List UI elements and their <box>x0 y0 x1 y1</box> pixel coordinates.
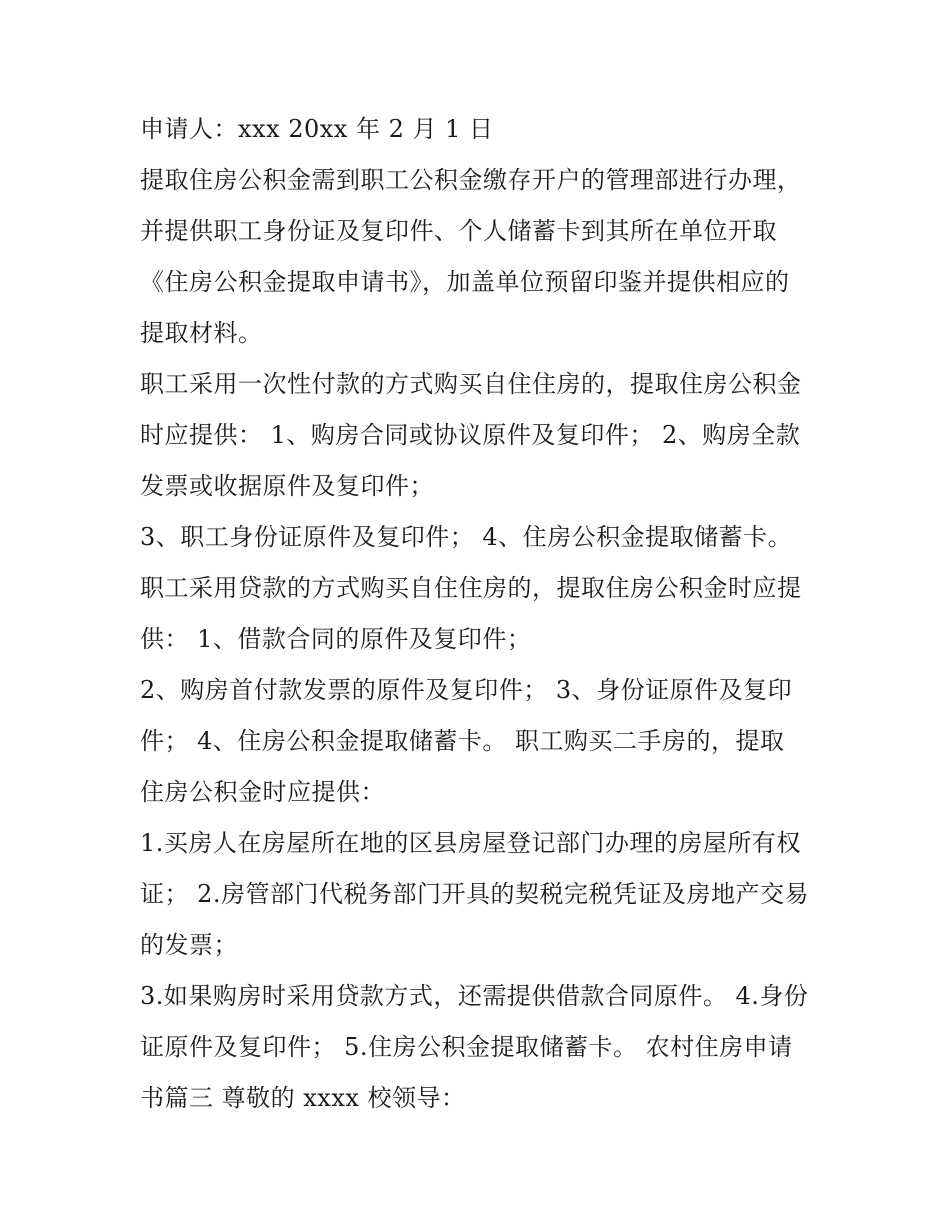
paragraph-line: 职工采用贷款的方式购买自住住房的，提取住房公积金时应提 <box>140 574 802 602</box>
applicant-date-line: 申请人：xxx 20xx 年 2 月 1 日 <box>140 115 494 143</box>
paragraph-line: 证原件及复印件； 5.住房公积金提取储蓄卡。 农村住房申请 <box>140 1033 793 1061</box>
salutation-line: 书篇三 尊敬的 xxxx 校领导： <box>140 1084 466 1112</box>
paragraph-line: 3.如果购房时采用贷款方式，还需提供借款合同原件。 4.身份 <box>140 982 809 1010</box>
paragraph-line: 提取住房公积金需到职工公积金缴存开户的管理部进行办理， <box>140 166 802 194</box>
paragraph-line: 1.买房人在房屋所在地的区县房屋登记部门办理的房屋所有权 <box>140 829 801 857</box>
paragraph-line: 件； 4、住房公积金提取储蓄卡。 职工购买二手房的，提取 <box>140 727 785 755</box>
paragraph-line: 并提供职工身份证及复印件、个人储蓄卡到其所在单位开取 <box>140 217 777 245</box>
paragraph-line: 供： 1、借款合同的原件及复印件； <box>140 625 532 653</box>
document-body <box>140 104 830 1124</box>
paragraph-line: 发票或收据原件及复印件； <box>140 472 434 500</box>
paragraph-line: 提取材料。 <box>140 319 263 347</box>
paragraph-line: 时应提供： 1、购房合同或协议原件及复印件； 2、购房全款 <box>140 421 801 449</box>
paragraph-line: 职工采用一次性付款的方式购买自住住房的，提取住房公积金 <box>140 370 802 398</box>
paragraph-line: 2、购房首付款发票的原件及复印件； 3、身份证原件及复印 <box>140 676 793 704</box>
paragraph-line: 的发票； <box>140 931 238 959</box>
paragraph-line: 住房公积金时应提供： <box>140 778 385 806</box>
paragraph-line: 证； 2.房管部门代税务部门开具的契税完税凭证及房地产交易 <box>140 880 810 908</box>
paragraph-line: 《住房公积金提取申请书》，加盖单位预留印鉴并提供相应的 <box>140 268 790 296</box>
paragraph-line: 3、职工身份证原件及复印件； 4、住房公积金提取储蓄卡。 <box>140 523 793 551</box>
